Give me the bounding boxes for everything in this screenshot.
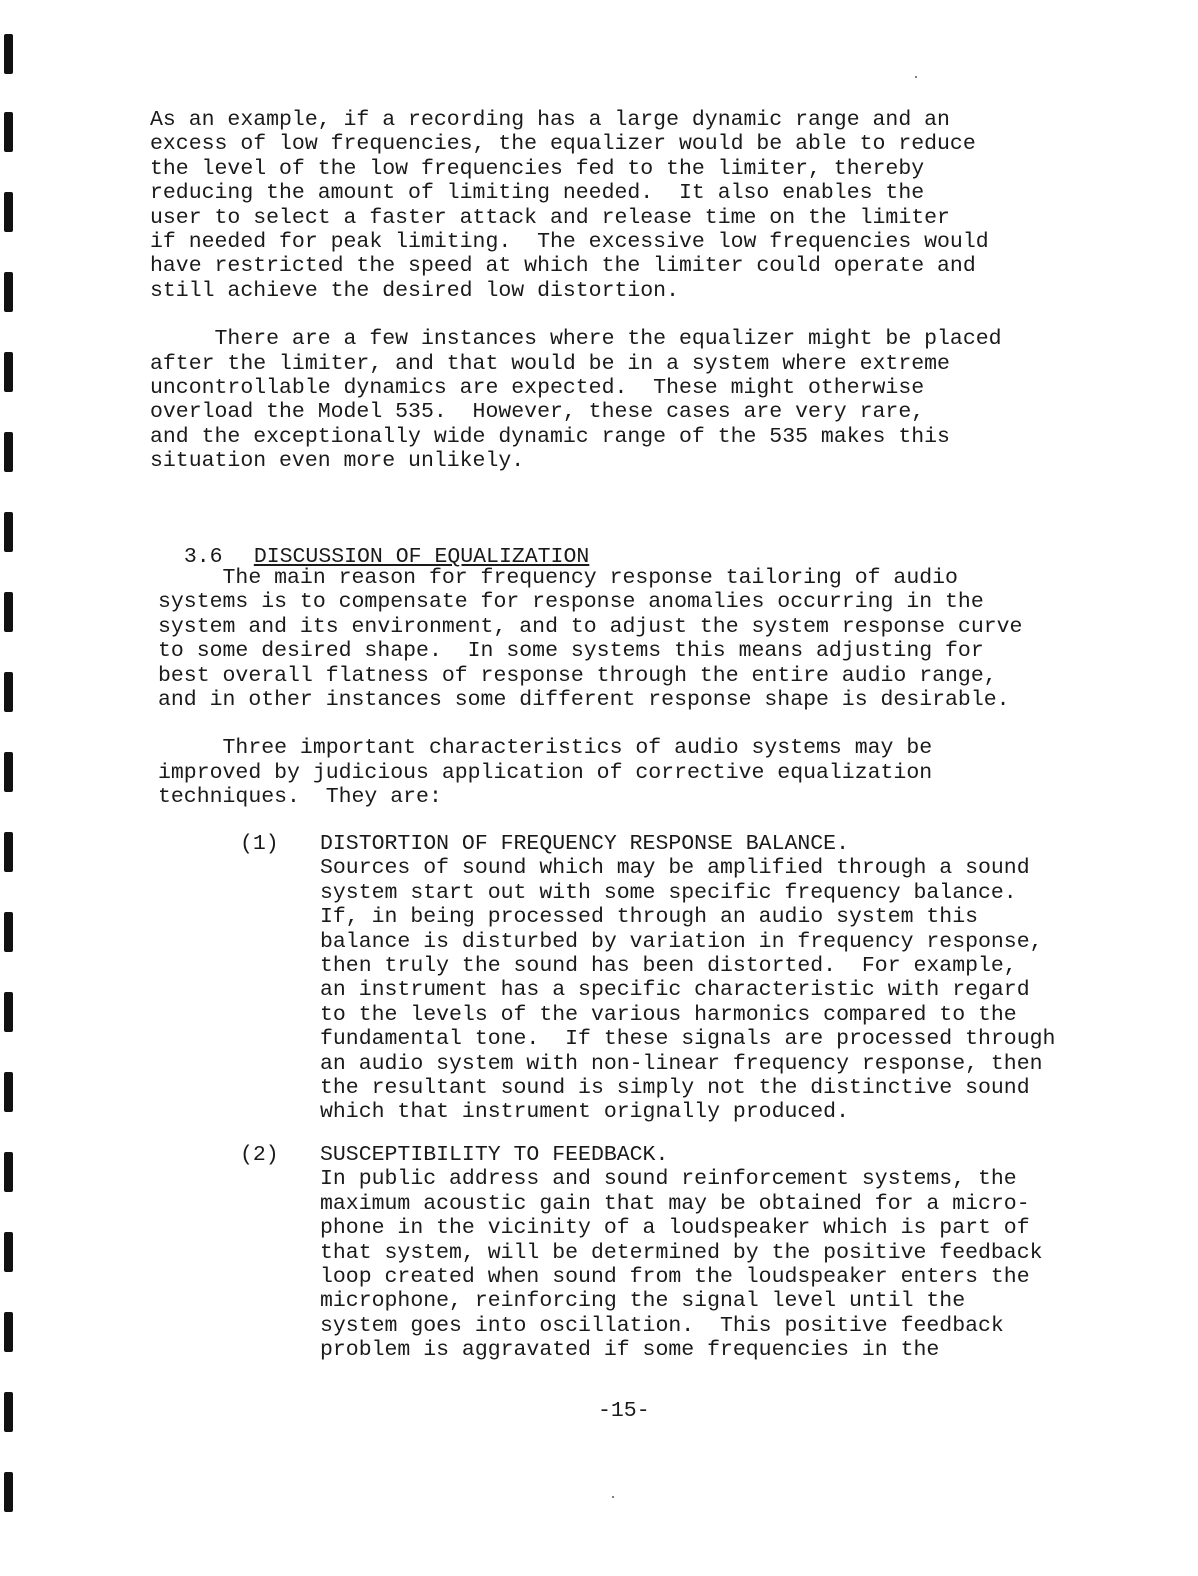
text-line: still achieve the desired low distortion.	[150, 278, 679, 303]
text-line: Three important characteristics of audio systems may be	[158, 736, 933, 761]
text-line: have restricted the speed at which the limiter could operate and	[150, 254, 976, 279]
binding-hole	[4, 912, 13, 952]
text-line: uncontrollable dynamics are expected. These might otherwise	[150, 375, 925, 400]
text-line: systems is to compensate for response anomalies occurring in the	[158, 590, 984, 615]
scan-speck	[612, 1496, 614, 1498]
text-line: system start out with some specific frequency balance.	[320, 880, 1017, 905]
text-line: loop created when sound from the loudspeaker enters the	[320, 1264, 1030, 1289]
binding-hole	[4, 352, 13, 392]
page-number: -15-	[598, 1399, 650, 1423]
text-line: microphone, reinforcing the signal level until the	[320, 1289, 966, 1314]
binding-hole	[4, 752, 13, 792]
text-line: phone in the vicinity of a loudspeaker which is part of	[320, 1216, 1030, 1241]
scan-speck	[915, 76, 917, 78]
section-heading	[158, 521, 589, 569]
binding-hole	[4, 1472, 13, 1512]
binding-hole	[4, 512, 13, 552]
section-number: 3.6	[183, 545, 223, 569]
text-line: after the limiter, and that would be in a system where extreme	[150, 351, 950, 376]
text-line: the level of the low frequencies fed to the limiter, thereby	[150, 156, 925, 181]
text-line: In public address and sound reinforcement systems, the	[320, 1167, 1017, 1192]
text-line: There are a few instances where the equalizer might be placed	[150, 327, 1002, 352]
text-line: and in other instances some different response shape is desirable.	[158, 687, 1010, 712]
paragraph	[158, 736, 1022, 809]
text-line: an audio system with non-linear frequency response, then	[320, 1051, 1043, 1076]
body-text-top	[150, 108, 1002, 497]
binding-hole	[4, 1392, 13, 1432]
text-line: improved by judicious application of corrective equalization	[158, 760, 933, 785]
binding-hole	[4, 672, 13, 712]
text-line: balance is disturbed by variation in frequency response,	[320, 929, 1043, 954]
body-text-section	[158, 566, 1022, 834]
paragraph	[158, 566, 1022, 712]
text-line: if needed for peak limiting. The excessive low frequencies would	[150, 229, 989, 254]
text-line: that system, will be determined by the positive feedback	[320, 1240, 1043, 1265]
list-item-body	[320, 832, 1140, 1125]
text-line: best overall flatness of response through the entire audio range,	[158, 663, 997, 688]
text-line: If, in being processed through an audio system this	[320, 905, 979, 930]
item-heading: SUSCEPTIBILITY TO FEEDBACK.	[320, 1143, 669, 1167]
list-marker: (1)	[240, 832, 279, 856]
text-line: overload the Model 535. However, these cases are very rare,	[150, 400, 925, 425]
section-title: DISCUSSION OF EQUALIZATION	[253, 545, 590, 569]
text-line: to the levels of the various harmonics compared to the	[320, 1002, 1017, 1027]
text-line: reducing the amount of limiting needed. It also enables the	[150, 181, 925, 206]
binding-hole	[4, 592, 13, 632]
binding-hole	[4, 832, 13, 872]
list-marker: (2)	[240, 1143, 279, 1167]
text-line: problem is aggravated if some frequencies in the	[320, 1338, 940, 1363]
text-line: which that instrument orignally produced.	[320, 1100, 849, 1125]
paragraph	[150, 327, 1002, 473]
binding-hole	[4, 112, 13, 152]
text-line: techniques. They are:	[158, 785, 442, 810]
text-line: excess of low frequencies, the equalizer would be able to reduce	[150, 132, 976, 157]
binding-hole	[4, 192, 13, 232]
binding-hole	[4, 1072, 13, 1112]
list-item-body	[320, 1143, 1140, 1363]
text-line: fundamental tone. If these signals are processed through	[320, 1027, 1056, 1052]
binding-hole	[4, 1232, 13, 1272]
binding-hole	[4, 432, 13, 472]
text-line: Sources of sound which may be amplified through a sound	[320, 856, 1030, 881]
binding-hole	[4, 1312, 13, 1352]
text-line: The main reason for frequency response tailoring of audio	[158, 566, 958, 590]
spiral-binding	[0, 0, 40, 1576]
text-line: to some desired shape. In some systems this means adjusting for	[158, 639, 984, 664]
text-line: and the exceptionally wide dynamic range of the 535 makes this	[150, 424, 950, 449]
text-line: maximum acoustic gain that may be obtained for a micro-	[320, 1191, 1030, 1216]
paragraph	[150, 108, 1002, 303]
item-heading: DISTORTION OF FREQUENCY RESPONSE BALANCE.	[320, 832, 849, 856]
text-line: user to select a faster attack and release time on the limiter	[150, 205, 950, 230]
text-line: As an example, if a recording has a large dynamic range and an	[150, 108, 950, 132]
text-line: the resultant sound is simply not the distinctive sound	[320, 1075, 1030, 1100]
binding-hole	[4, 992, 13, 1032]
binding-hole	[4, 34, 13, 74]
binding-hole	[4, 1152, 13, 1192]
text-line: system and its environment, and to adjust the system response curve	[158, 614, 1023, 639]
text-line: system goes into oscillation. This positive feedback	[320, 1313, 1004, 1338]
binding-hole	[4, 272, 13, 312]
text-line: situation even more unlikely.	[150, 449, 525, 474]
text-line: then truly the sound has been distorted. For example,	[320, 953, 1017, 978]
text-line: an instrument has a specific characteristic with regard	[320, 978, 1030, 1003]
